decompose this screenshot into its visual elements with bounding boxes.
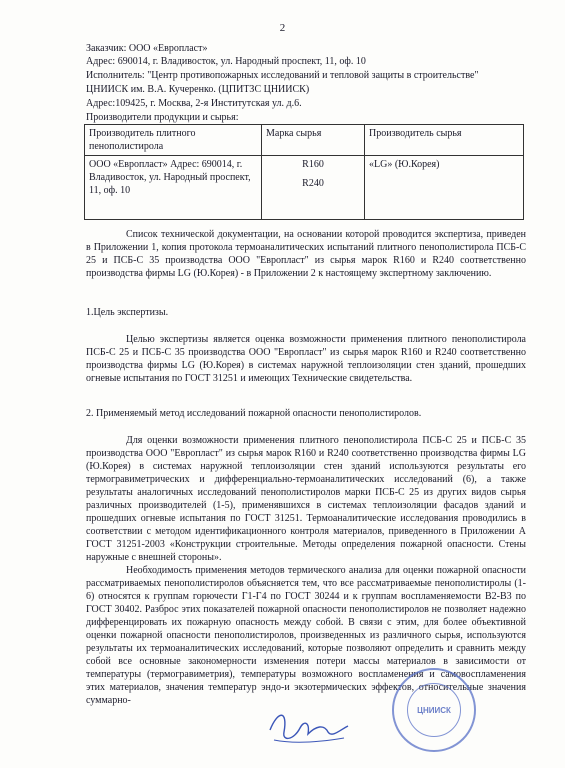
grade-r240: R240	[302, 178, 324, 189]
paragraph-necessity: Необходимость применения методов термического анализа для оценки пожарной опасности рассматриваемых пенополистиролов объясняется тем, что все рассматриваемые пенополистиролы (1-6) относятся к группам горючести Г1-Г4 по ГОСТ 30244 и к группам воспламеняемости В2-В3 по ГОСТ 30402. Разброс этих показателей пожарной опасности пенополистиролов не позволяет надежно дифференцировать их пожарную опасность между собой. В связи с этим, для более объективной оценки пожарной опасности пенополистиролов, произведенных из различного сырья, используются результаты их термоаналитических исследований, которые позволяют определить и сравнить между собой все основные закономерности изменения потери массы материалов в зависимости от температуры (термогравиметрия), температуры возможного воспламенения и самовоспламенения этих материалов, значения температур эндо-и экзотермических эффектов, относительные значения суммарно-	[86, 565, 526, 706]
organization-stamp	[392, 668, 476, 752]
signature	[264, 700, 354, 750]
table-header-grade: Марка сырья	[262, 125, 365, 156]
customer-line: Заказчик: ООО «Европласт»	[86, 43, 208, 54]
executor-address-line: Адрес:109425, г. Москва, 2-я Институтская ул. д.6.	[86, 98, 302, 109]
table-header-row	[85, 125, 524, 156]
table-header-raw-producer: Производитель сырья	[365, 125, 524, 156]
stamp-center	[407, 683, 461, 737]
executor-line: Исполнитель: "Центр противопожарных исследований и тепловой защиты в строительстве"	[86, 70, 479, 81]
section-1-title: 1.Цель экспертизы.	[86, 307, 169, 318]
paragraph-documentation: Список технической документации, на основании которой проводится экспертиза, приведен в Приложении 1, копия протокола термоаналитических испытаний плитного пенополистирола ПСБ-С 25 и ПСБ-С 35 производства ООО "Европласт" из сырья марок R160 и R240 соответственно производства фирмы LG (Ю.Корея) - в Приложении 2 к настоящему экспертному заключению.	[86, 229, 526, 279]
grade-r160: R160	[302, 159, 324, 170]
paragraph-method: Для оценки возможности применения плитного пенополистирола ПСБ-С 25 и ПСБ-С 35 производства ООО "Европласт" из сырья марок R160 и R240 соответственно производства фирмы LG (Ю.Корея) в системах наружной теплоизоляции стен зданий используются результаты его термогравиметрических и дифференциально-термоаналитических исследований (6), а также результаты аналогичных исследований пенополистиролов марки ПСБ-С 25 из других видов сырья различных производителей (1-5), применявшихся в системах теплоизоляции фасадов зданий и прошедших огневые испытания по ГОСТ 31251. Термоаналитические исследования проводились в соответствии с методом идентификационного контроля материалов, приведенного в Приложении А ГОСТ 31251-2003 «Конструкции строительные. Методы определения пожарной опасности. Стены наружные с внешней стороны».	[86, 435, 526, 563]
table-row	[85, 156, 524, 220]
page-number: 2	[279, 22, 286, 34]
producers-caption: Производители продукции и сырья:	[86, 112, 239, 123]
table-cell-raw-producer: «LG» (Ю.Корея)	[365, 156, 524, 220]
stamp-label: ЦНИИСК	[417, 705, 451, 715]
executor-name-line: ЦНИИСК им. В.А. Кучеренко. (ЦПИТЗС ЦНИИСК)	[86, 84, 310, 95]
paragraph-goal: Целью экспертизы является оценка возможности применения плитного пенополистирола ПСБ-С 25 и ПСБ-С 35 производства ООО "Европласт" из сырья марок R160 и R240 соответственно производства фирмы LG (Ю.Корея) в системах наружной теплоизоляции стен зданий, прошедших огневые испытания по ГОСТ 31251 и имеющих Технические свидетельства.	[86, 334, 526, 384]
customer-address-line: Адрес: 690014, г. Владивосток, ул. Народный проспект, 11, оф. 10	[86, 56, 366, 67]
producers-table	[84, 124, 524, 220]
section-2-title: 2. Применяемый метод исследований пожарной опасности пенополистиролов.	[86, 408, 422, 419]
table-cell-grade	[262, 156, 365, 220]
table-header-producer: Производитель плитного пенополистирола	[85, 125, 262, 156]
table-cell-producer: ООО «Европласт» Адрес: 690014, г. Владивосток, ул. Народный проспект, 11, оф. 10	[85, 156, 262, 220]
